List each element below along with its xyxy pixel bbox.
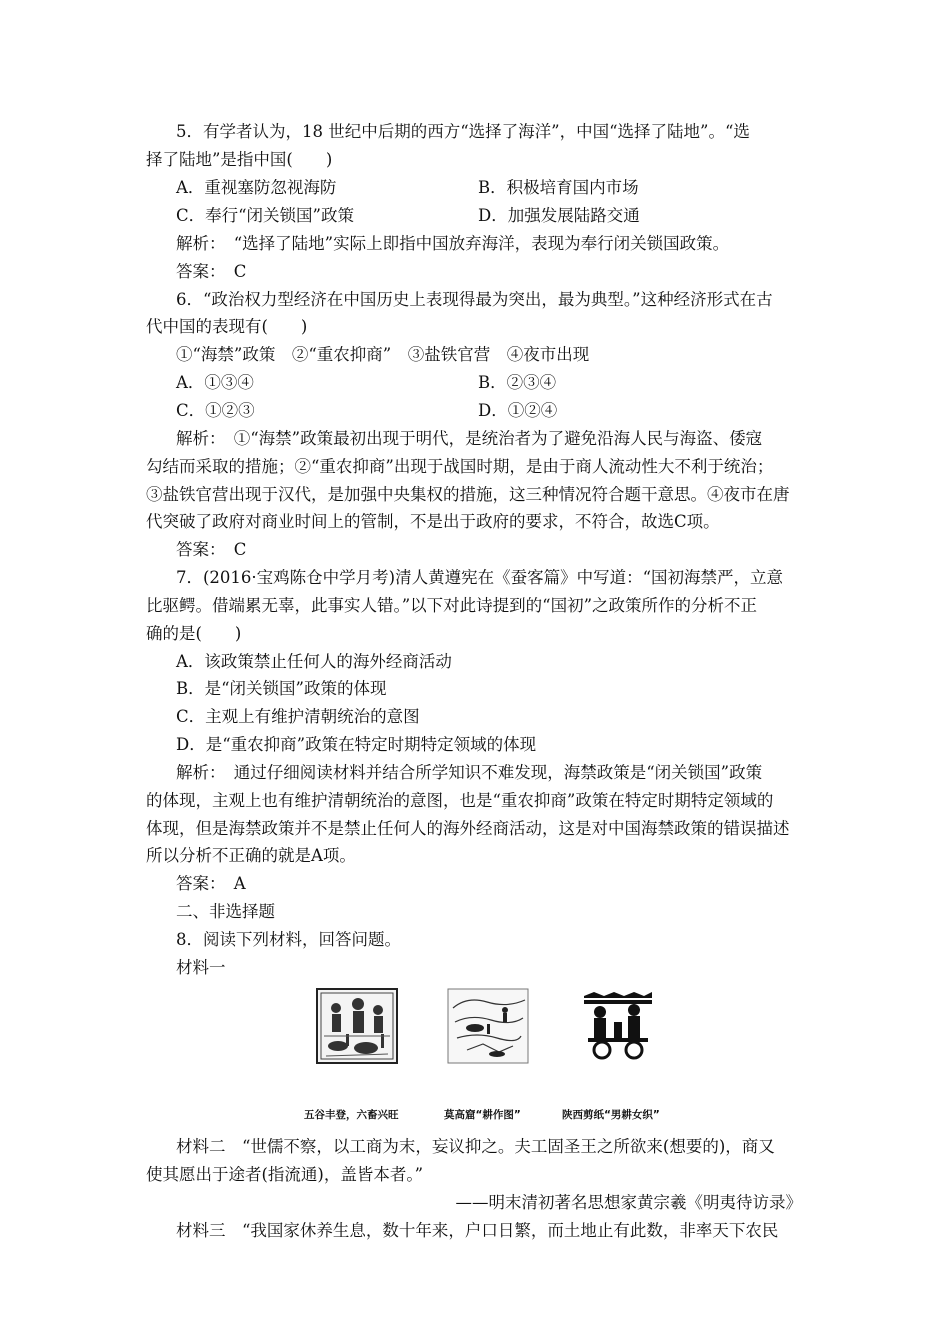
q7-option-c: C．主观上有维护清朝统治的意图 (176, 707, 420, 726)
q5-option-d: D．加强发展陆路交通 (478, 206, 640, 225)
q5-stem-line-2: 择了陆地”是指中国( ) (146, 150, 333, 169)
material-2-line-2: 使其愿出于途者(指流通)，盖皆本者。” (146, 1165, 424, 1184)
q6-option-b: B．②③④ (478, 373, 557, 392)
material-2-source: ——明末清初著名思想家黄宗羲《明夷待访录》 (455, 1193, 802, 1212)
q6-analysis-line-3: ③盐铁官营出现于汉代，是加强中央集权的措施，这三种情况符合题干意思。④夜市在唐 (146, 485, 790, 504)
q7-option-b: B．是“闭关锁国”政策的体现 (176, 679, 387, 698)
figure-shaanxi-papercut (580, 992, 656, 1064)
q7-answer: 答案： A (176, 874, 246, 893)
caption-harvest: 五谷丰登，六畜兴旺 (304, 1109, 399, 1121)
figure-mogao-farming-mural (447, 988, 529, 1064)
q6-items: ①“海禁”政策 ②“重农抑商” ③盐铁官营 ④夜市出现 (176, 345, 590, 364)
q6-analysis-line-1: 解析： ①“海禁”政策最初出现于明代，是统治者为了避免沿海人民与海盗、倭寇 (176, 429, 763, 448)
harvest-woodcut-image (316, 988, 398, 1064)
q7-analysis-line-1: 解析： 通过仔细阅读材料并结合所学知识不难发现，海禁政策是“闭关锁国”政策 (176, 763, 763, 782)
q7-option-d: D．是“重农抑商”政策在特定时期特定领域的体现 (176, 735, 537, 754)
caption-papercut: 陕西剪纸“男耕女织” (562, 1109, 660, 1121)
q7-option-a: A．该政策禁止任何人的海外经商活动 (176, 652, 452, 671)
q6-analysis-line-2: 勾结而采取的措施；②“重农抑商”出现于战国时期，是由于商人流动性大不利于统治； (146, 457, 774, 476)
q6-stem-line-1: 6．“政治权力型经济在中国历史上表现得最为突出，最为典型。”这种经济形式在古 (176, 290, 773, 309)
figure-harvest-woodcut (316, 988, 398, 1064)
material-1-label: 材料一 (176, 958, 226, 977)
q5-answer: 答案： C (176, 262, 247, 281)
q5-option-b: B．积极培育国内市场 (478, 178, 639, 197)
q7-stem-line-1: 7．(2016·宝鸡陈仓中学月考)清人黄遵宪在《蚕客篇》中写道：“国初海禁严，立意 (176, 568, 784, 587)
q8-stem: 8．阅读下列材料，回答问题。 (176, 930, 401, 949)
q6-stem-line-2: 代中国的表现有( ) (146, 317, 308, 336)
q7-stem-line-3: 确的是( ) (146, 624, 242, 643)
q6-analysis-line-4: 代突破了政府对商业时间上的管制，不是出于政府的要求，不符合，故选C项。 (146, 512, 720, 531)
material-3-line-1: 材料三 “我国家休养生息，数十年来，户口日繁，而土地止有此数，非率天下农民 (176, 1221, 779, 1240)
q6-option-a: A．①③④ (176, 373, 254, 392)
q6-answer: 答案： C (176, 540, 247, 559)
q5-option-a: A．重视塞防忽视海防 (176, 178, 337, 197)
q7-stem-line-2: 比驱鳄。借端累无辜，此事实人错。”以下对此诗提到的“国初”之政策所作的分析不正 (146, 596, 758, 615)
q7-analysis-line-3: 体现，但是海禁政策并不是禁止任何人的海外经商活动，这是对中国海禁政策的错误描述 (146, 819, 790, 838)
q5-analysis: 解析： “选择了陆地”实际上即指中国放弃海洋，表现为奉行闭关锁国政策。 (176, 234, 730, 253)
q6-option-d: D．①②④ (478, 401, 558, 420)
caption-mogao: 莫高窟“耕作图” (444, 1109, 521, 1121)
q5-option-c: C．奉行“闭关锁国”政策 (176, 206, 354, 225)
mogao-mural-image (447, 988, 529, 1064)
papercut-image (580, 992, 656, 1064)
section-heading: 二、非选择题 (176, 902, 275, 921)
q5-stem-line-1: 5．有学者认为，18 世纪中后期的西方“选择了海洋”，中国“选择了陆地”。“选 (176, 122, 750, 141)
q6-option-c: C．①②③ (176, 401, 255, 420)
q7-analysis-line-4: 所以分析不正确的就是A项。 (146, 846, 356, 865)
q7-analysis-line-2: 的体现，主观上也有维护清朝统治的意图，也是“重农抑商”政策在特定时期特定领域的 (146, 791, 774, 810)
material-2-line-1: 材料二 “世儒不察，以工商为末，妄议抑之。夫工固圣王之所欲来(想要的)，商又 (176, 1137, 775, 1156)
